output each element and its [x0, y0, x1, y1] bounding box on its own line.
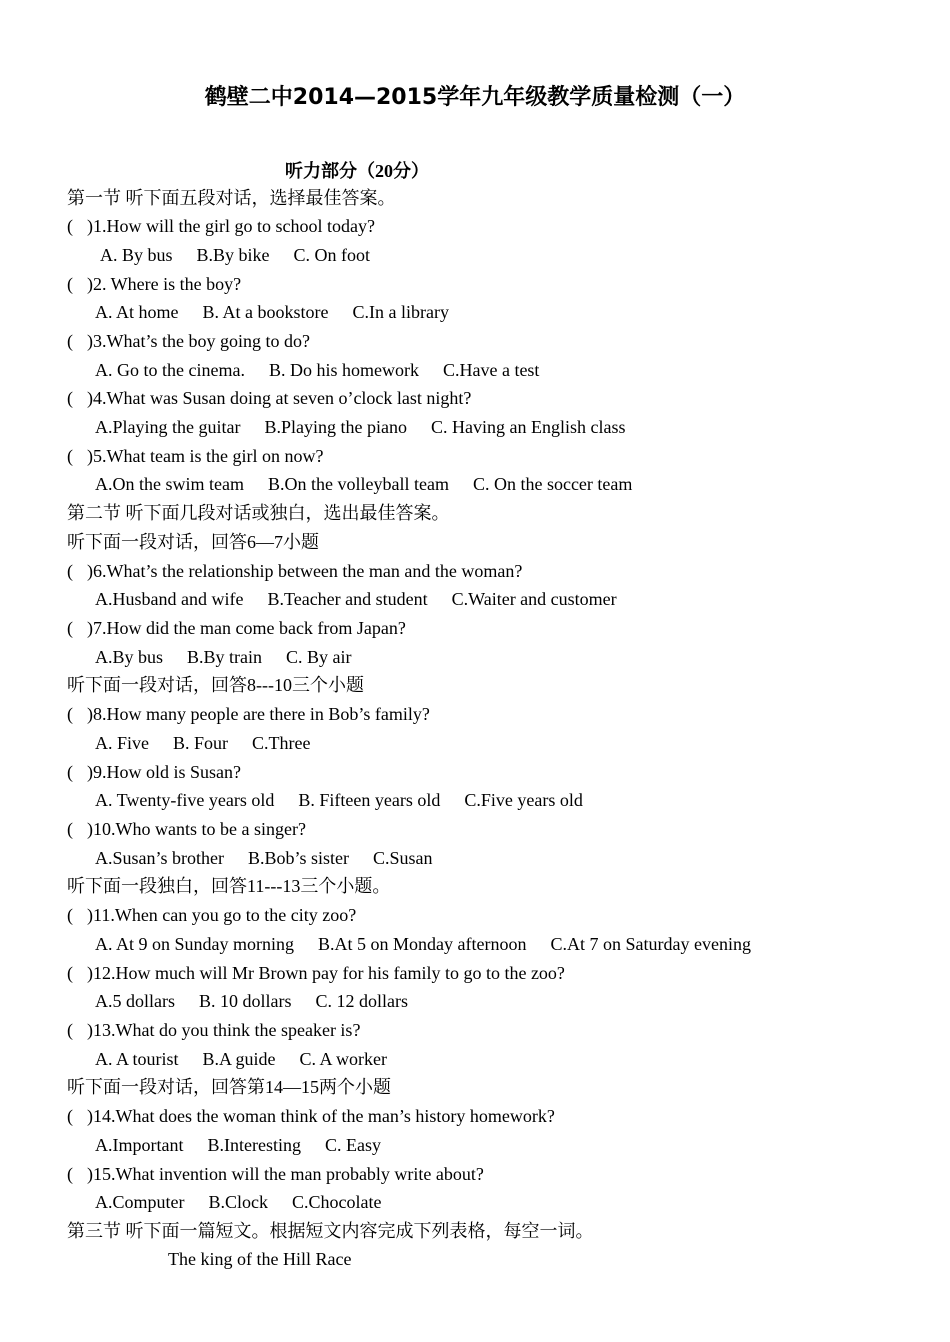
options-11: A. At 9 on Sunday morning B.At 5 on Monday afternoon C.At 7 on Saturday evening	[95, 934, 751, 954]
options-9: A. Twenty-five years old B. Fifteen years old C.Five years old	[95, 790, 583, 810]
options-6: A.Husband and wife B.Teacher and student C.Waiter and customer	[95, 589, 617, 609]
group-14-15-heading: 听下面一段对话，回答第14—15两个小题	[67, 1077, 391, 1097]
options-12: A.5 dollars B. 10 dollars C. 12 dollars	[95, 991, 408, 1011]
options-15: A.Computer B.Clock C.Chocolate	[95, 1192, 382, 1212]
options-14: A.Important B.Interesting C. Easy	[95, 1135, 381, 1155]
question-10: ( )10.Who wants to be a singer?	[67, 819, 306, 839]
question-7: ( )7.How did the man come back from Japan?	[67, 618, 406, 638]
section-2-heading: 第二节 听下面几段对话或独白，选出最佳答案。	[67, 503, 450, 523]
question-3: ( )3.What’s the boy going to do?	[67, 331, 310, 351]
section-3-heading: 第三节 听下面一篇短文。根据短文内容完成下列表格，每空一词。	[67, 1221, 594, 1241]
question-6: ( )6.What’s the relationship between the man and the woman?	[67, 561, 523, 581]
question-2: ( )2. Where is the boy?	[67, 274, 242, 294]
options-2: A. At home B. At a bookstore C.In a library	[95, 302, 449, 322]
options-8: A. Five B. Four C.Three	[95, 733, 311, 753]
listening-header: 听力部分（20分）	[285, 161, 429, 181]
options-7: A.By bus B.By train C. By air	[95, 647, 352, 667]
section-1-heading: 第一节 听下面五段对话，选择最佳答案。	[67, 188, 396, 208]
group-6-7-heading: 听下面一段对话，回答6—7小题	[67, 532, 319, 552]
question-5: ( )5.What team is the girl on now?	[67, 446, 324, 466]
question-11: ( )11.When can you go to the city zoo?	[67, 905, 357, 925]
question-1: ( )1.How will the girl go to school today?	[67, 216, 375, 236]
options-3: A. Go to the cinema. B. Do his homework C.Have a test	[95, 360, 540, 380]
options-13: A. A tourist B.A guide C. A worker	[95, 1049, 388, 1069]
group-11-13-heading: 听下面一段独白，回答11---13三个小题。	[67, 876, 391, 896]
options-10: A.Susan’s brother B.Bob’s sister C.Susan	[95, 848, 433, 868]
exam-title: 鹤壁二中2014—2015学年九年级教学质量检测（一）	[204, 85, 746, 110]
question-9: ( )9.How old is Susan?	[67, 762, 241, 782]
passage-title: The king of the Hill Race	[168, 1249, 352, 1269]
options-5: A.On the swim team B.On the volleyball team C. On the soccer team	[95, 474, 633, 494]
question-12: ( )12.How much will Mr Brown pay for his family to go to the zoo?	[67, 963, 565, 983]
question-15: ( )15.What invention will the man probably write about?	[67, 1164, 484, 1184]
question-4: ( )4.What was Susan doing at seven o’clock last night?	[67, 388, 472, 408]
options-1: A. By bus B.By bike C. On foot	[100, 245, 371, 265]
question-14: ( )14.What does the woman think of the man’s history homework?	[67, 1106, 555, 1126]
question-13: ( )13.What do you think the speaker is?	[67, 1020, 361, 1040]
options-4: A.Playing the guitar B.Playing the piano C. Having an English class	[95, 417, 626, 437]
group-8-10-heading: 听下面一段对话，回答8---10三个小题	[67, 675, 364, 695]
question-8: ( )8.How many people are there in Bob’s family?	[67, 704, 430, 724]
